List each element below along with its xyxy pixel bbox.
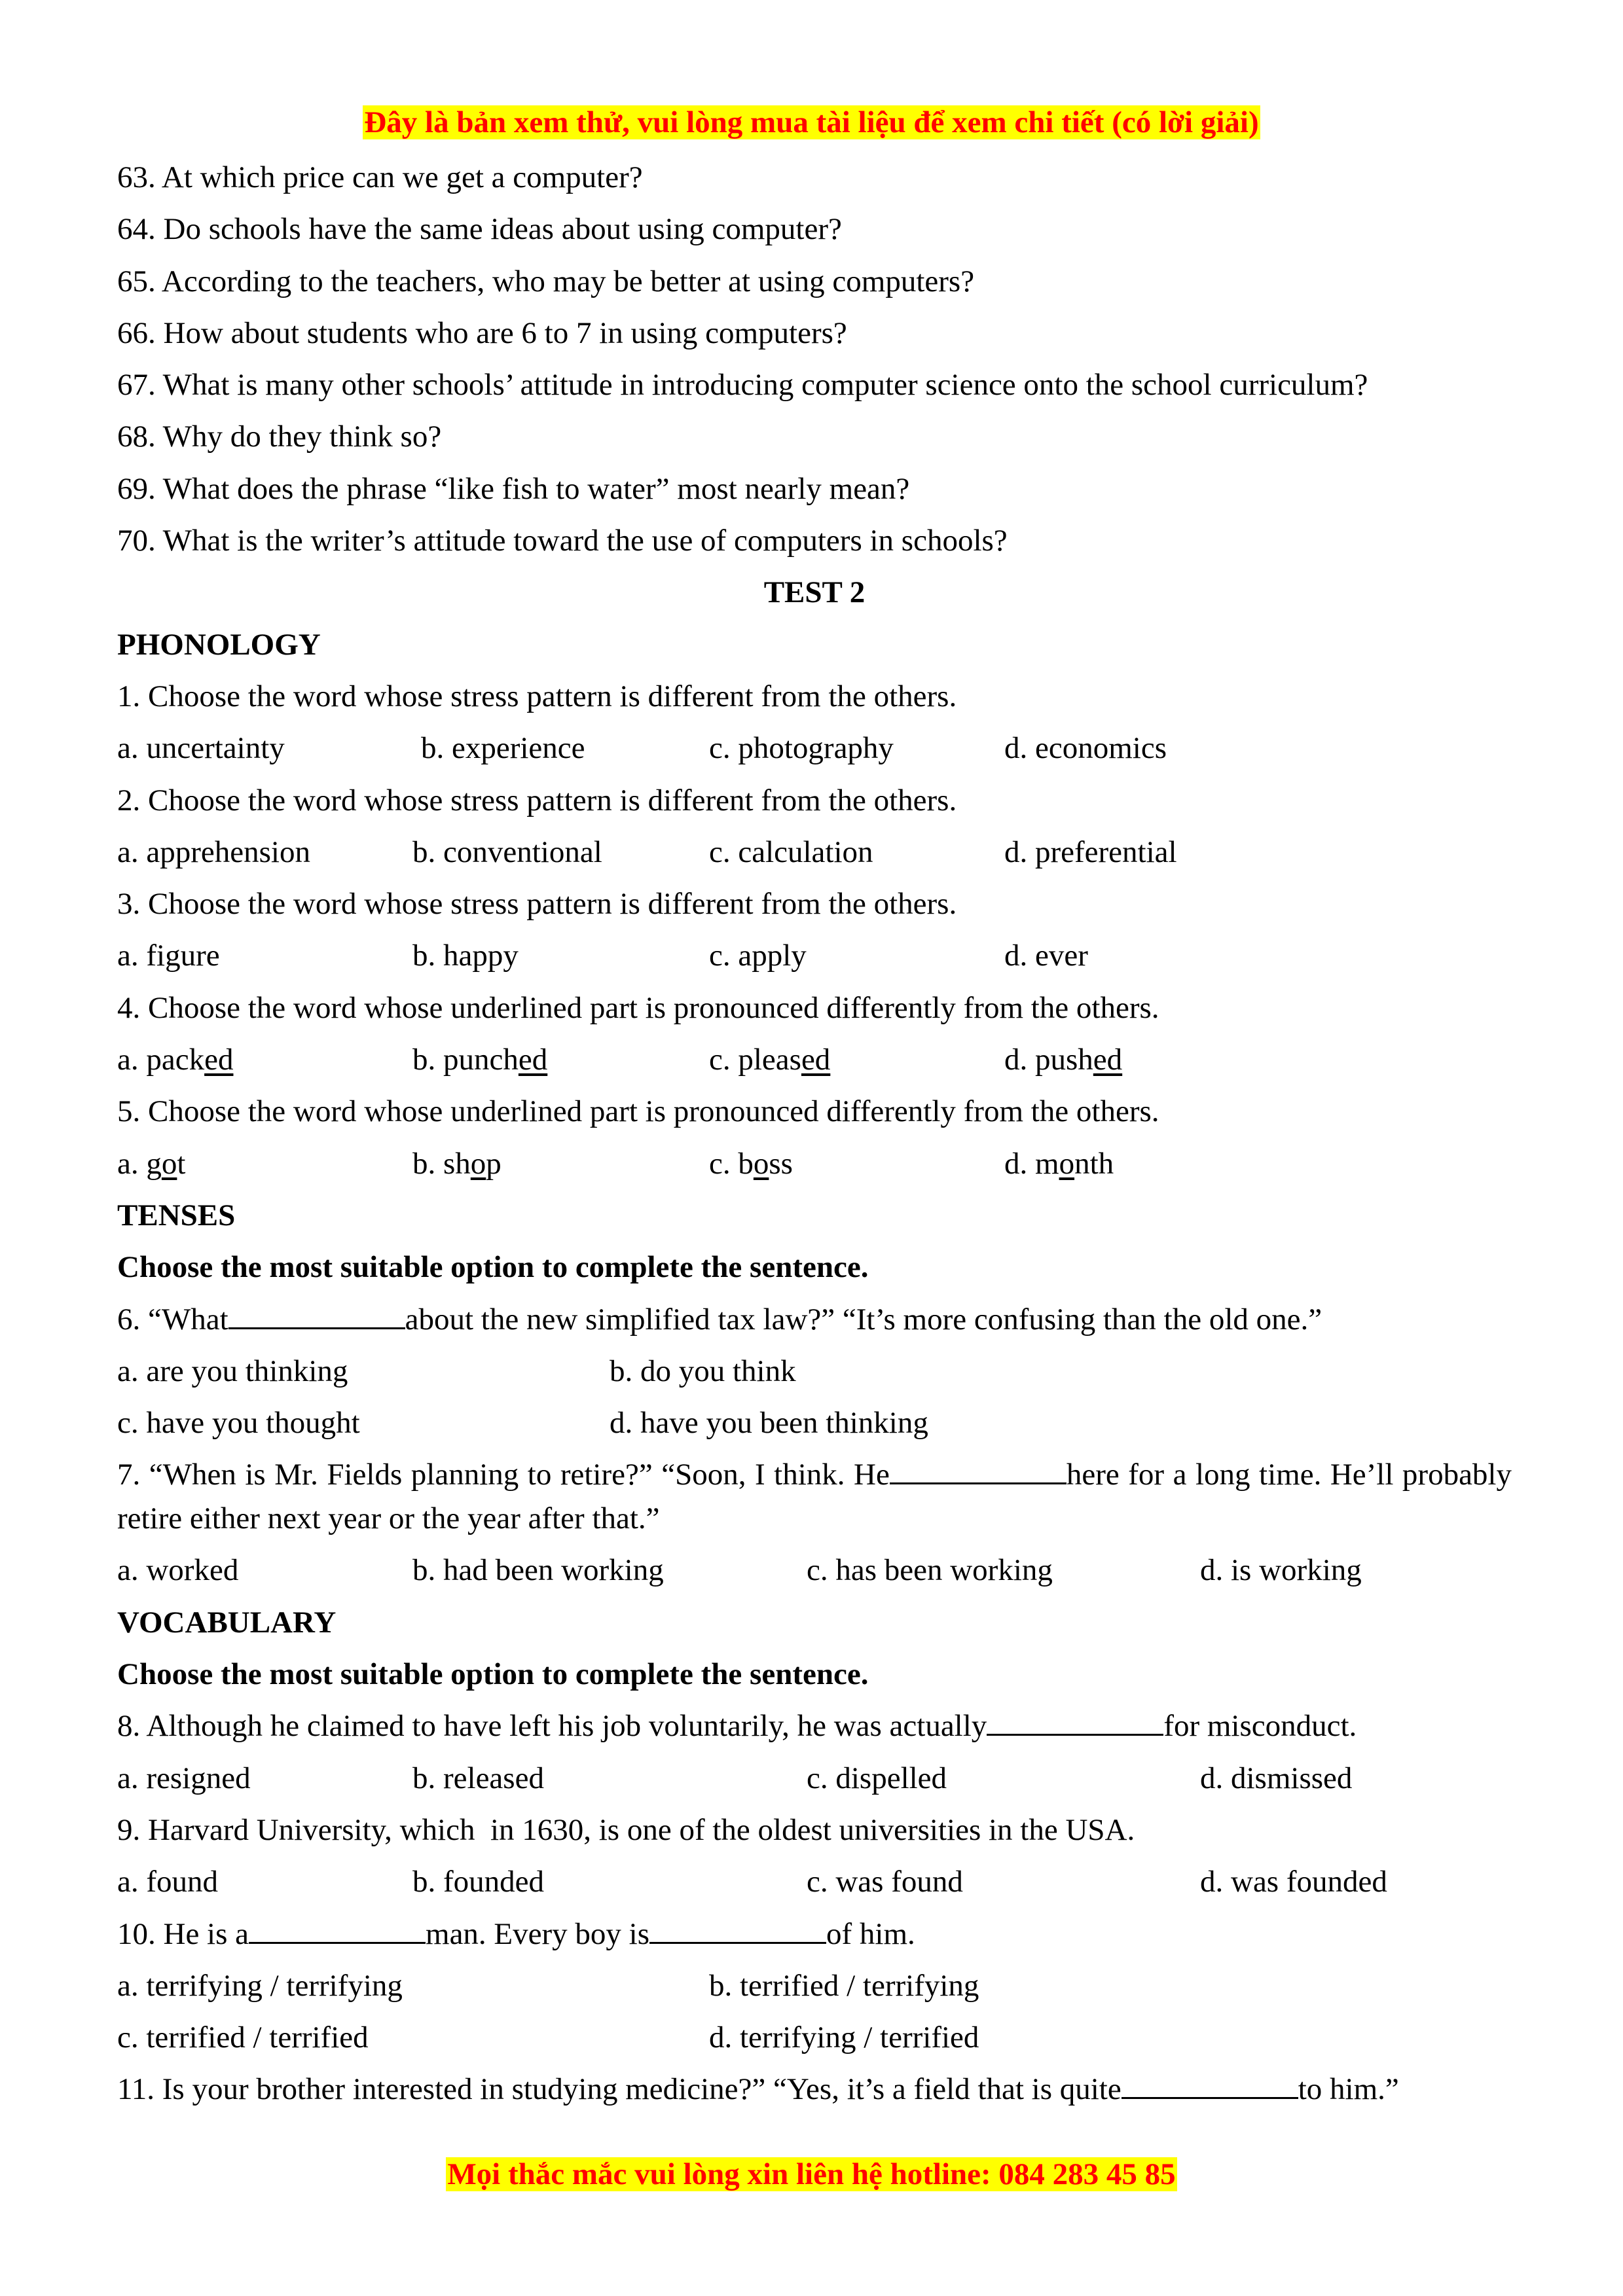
question-4-stem: 4. Choose the word whose underlined part is pronounced differently from the others. — [117, 990, 1159, 1025]
option-d: d. preferential — [1004, 834, 1177, 869]
question-7-stem: 7. “When is Mr. Fields planning to retire?” “Soon, I think. He here for a long time. He’ll probably retire either next year or the year after that.” — [117, 1458, 1512, 1536]
option-a: a. uncertainty — [117, 731, 285, 766]
preview-notice-banner: Đây là bản xem thử, vui lòng mua tài liệu để xem chi tiết (có lời giải) — [364, 105, 1259, 139]
question-10-stem: 10. He is a man. Every boy is of him. — [117, 1916, 915, 1951]
option-a: a. resigned — [117, 1761, 251, 1795]
document-body — [117, 152, 1512, 2116]
option-d: d. month — [1004, 1146, 1114, 1181]
answer-blank — [1122, 2071, 1298, 2099]
option-a: a. terrifying / terrifying — [117, 1968, 403, 2003]
option-b: b. shop — [412, 1146, 501, 1181]
option-c: c. terrified / terrified — [117, 2020, 369, 2055]
option-d: d. ever — [1004, 939, 1088, 973]
question-64: 64. Do schools have the same ideas about using computer? — [117, 212, 842, 247]
question-6-stem: 6. “What about the new simplified tax law?” “It’s more confusing than the old one.” — [117, 1302, 1322, 1336]
section-vocabulary: VOCABULARY — [117, 1605, 337, 1640]
question-9-stem: 9. Harvard University, which in 1630, is one of the oldest universities in the USA. — [117, 1812, 1135, 1847]
question-3-stem: 3. Choose the word whose stress pattern is different from the others. — [117, 887, 957, 922]
answer-blank — [228, 1301, 405, 1329]
option-c: c. calculation — [709, 834, 873, 869]
answer-blank — [987, 1708, 1163, 1736]
option-b: b. founded — [412, 1865, 545, 1899]
option-b: b. released — [412, 1761, 544, 1795]
option-b: b. conventional — [412, 834, 602, 869]
question-8-stem: 8. Although he claimed to have left his job voluntarily, he was actually for misconduct. — [117, 1709, 1357, 1744]
question-70: 70. What is the writer’s attitude toward the use of computers in schools? — [117, 524, 1008, 558]
option-d: d. pushed — [1004, 1043, 1123, 1077]
question-11-stem: 11. Is your brother interested in studying medicine?” “Yes, it’s a field that is quite to him.” — [117, 2072, 1399, 2107]
option-c: c. dispelled — [807, 1761, 947, 1795]
question-2-stem: 2. Choose the word whose stress pattern is different from the others. — [117, 783, 957, 817]
question-6-options-row1 — [117, 1346, 1512, 1397]
option-d: d. terrifying / terrified — [709, 2020, 979, 2055]
question-7-options — [117, 1545, 1512, 1596]
option-a: a. figure — [117, 939, 220, 973]
option-a: a. worked — [117, 1553, 239, 1588]
option-b: b. punched — [412, 1043, 548, 1077]
question-65: 65. According to the teachers, who may be better at using computers? — [117, 264, 975, 298]
hotline-banner: Mọi thắc mắc vui lòng xin liên hệ hotline: 084 283 45 85 — [447, 2157, 1176, 2191]
option-c: c. have you thought — [117, 1406, 360, 1441]
question-5-stem: 5. Choose the word whose underlined part is pronounced differently from the others. — [117, 1094, 1159, 1129]
option-d: d. dismissed — [1200, 1761, 1353, 1795]
question-10-options-row2 — [117, 2012, 1512, 2064]
option-c: c. photography — [709, 731, 894, 766]
question-67: 67. What is many other schools’ attitude in introducing computer science onto the school curriculum? — [117, 368, 1368, 403]
question-66: 66. How about students who are 6 to 7 in using computers? — [117, 315, 847, 350]
answer-blank — [649, 1916, 826, 1944]
question-63: 63. At which price can we get a computer? — [117, 160, 643, 194]
option-b: b. do you think — [610, 1354, 796, 1388]
option-d: d. have you been thinking — [610, 1406, 928, 1441]
section-tenses: TENSES — [117, 1198, 236, 1232]
option-b: b. happy — [412, 939, 519, 973]
instruction-tenses: Choose the most suitable option to complete the sentence. — [117, 1250, 869, 1285]
option-d: d. economics — [1004, 731, 1167, 766]
option-c: c. boss — [709, 1146, 793, 1181]
option-c: c. apply — [709, 939, 807, 973]
question-5-options — [117, 1138, 1512, 1190]
question-10-options-row1 — [117, 1960, 1512, 2012]
question-68: 68. Why do they think so? — [117, 420, 442, 454]
question-4-options — [117, 1034, 1512, 1086]
question-9-options — [117, 1856, 1512, 1908]
answer-blank — [890, 1456, 1067, 1484]
section-phonology: PHONOLOGY — [117, 627, 321, 662]
answer-blank — [249, 1916, 426, 1944]
question-1-options — [117, 723, 1512, 774]
option-c: c. has been working — [807, 1553, 1053, 1588]
test-title: TEST 2 — [763, 575, 866, 610]
option-b: b. had been working — [412, 1553, 664, 1588]
option-b: b. experience — [421, 731, 585, 766]
question-69: 69. What does the phrase “like fish to water” most nearly mean? — [117, 471, 910, 506]
question-1-stem: 1. Choose the word whose stress pattern is different from the others. — [117, 679, 957, 713]
option-c: c. was found — [807, 1865, 963, 1899]
option-a: a. got — [117, 1146, 186, 1181]
question-8-options — [117, 1753, 1512, 1804]
instruction-vocabulary: Choose the most suitable option to complete the sentence. — [117, 1657, 869, 1692]
option-c: c. pleased — [709, 1043, 831, 1077]
option-d: d. is working — [1200, 1553, 1362, 1588]
option-b: b. terrified / terrifying — [709, 1968, 979, 2003]
question-2-options — [117, 827, 1512, 878]
option-a: a. are you thinking — [117, 1354, 348, 1388]
option-a: a. packed — [117, 1043, 234, 1077]
option-a: a. apprehension — [117, 834, 310, 869]
question-6-options-row2 — [117, 1397, 1512, 1449]
question-3-options — [117, 930, 1512, 982]
option-a: a. found — [117, 1865, 219, 1899]
option-d: d. was founded — [1200, 1865, 1387, 1899]
